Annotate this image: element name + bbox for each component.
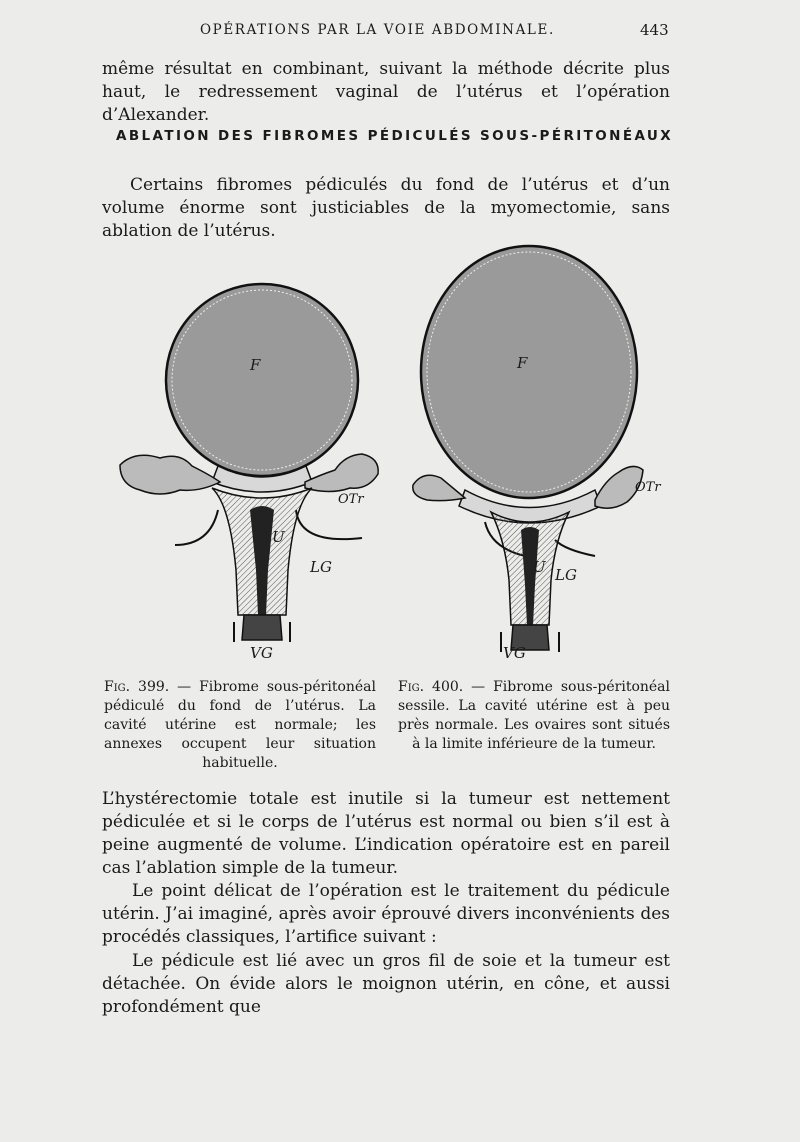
label-uterus: U xyxy=(533,558,546,576)
caption-text: — Fibrome sous-péritonéal pédiculé du fond de l’utérus. La cavité utérine est normale; les annexes occupent leur situation habituelle. xyxy=(104,679,376,771)
label-ovary-tube: OTr xyxy=(635,480,661,495)
figure-399 xyxy=(100,270,400,670)
body-paragraph-1: L’hystérectomie totale est inutile si la tumeur est nettement pédiculée et si le corps de l’utérus est normal ou bien s’il est à peine augmenté de volume. L’indication opératoire est en pareil cas l’ablation simple de la tumeur. xyxy=(102,789,670,878)
section-heading: ABLATION DES FIBROMES PÉDICULÉS SOUS-PÉRITONÉAUX xyxy=(116,128,674,144)
label-vagina: VG xyxy=(250,644,273,662)
label-fibroid: F xyxy=(250,356,261,374)
intro-paragraph: même résultat en combinant, suivant la méthode décrite plus haut, le redressement vaginal de l’utérus et l’opération d’Alexander. xyxy=(102,59,670,125)
fibroid-tumor xyxy=(421,246,637,498)
label-uterus: U xyxy=(272,528,285,546)
body-paragraph-3: Le pédicule est lié avec un gros fil de soie et la tumeur est détachée. On évide alors le moignon utérin, en cône, et aussi profondément que xyxy=(102,951,670,1017)
page-number: 443 xyxy=(640,21,669,39)
label-ovary-tube: OTr xyxy=(338,492,364,507)
caption-number: Fig. 400. xyxy=(398,679,464,695)
fibroid-tumor xyxy=(166,284,358,476)
running-title: OPÉRATIONS PAR LA VOIE ABDOMINALE. xyxy=(200,22,555,38)
section-intro-paragraph: Certains fibromes pédiculés du fond de l’utérus et d’un volume énorme sont justiciables de la myomectomie, sans ablation de l’utérus. xyxy=(102,175,670,241)
left-adnexa xyxy=(120,455,220,494)
body-paragraph-2: Le point délicat de l’opération est le traitement du pédicule utérin. J’ai imaginé, après avoir éprouvé divers inconvénients des procédés classiques, l’artifice suivant : xyxy=(102,881,670,947)
caption-figure-399 xyxy=(104,678,376,773)
label-ligament: LG xyxy=(310,558,332,576)
figure-399-drawing xyxy=(100,270,400,670)
left-adnexa xyxy=(413,475,465,500)
caption-text: — Fibrome sous-péritonéal sessile. La cavité utérine est à peu près normale. Les ovaires sont situés à la limite inférieure de la tumeur. xyxy=(398,679,670,752)
vagina xyxy=(242,615,282,640)
figure-400 xyxy=(405,240,695,670)
label-ligament: LG xyxy=(555,566,577,584)
label-fibroid: F xyxy=(517,354,528,372)
caption-number: Fig. 399. xyxy=(104,679,170,695)
figure-400-drawing xyxy=(405,240,695,670)
label-vagina: VG xyxy=(503,644,526,662)
caption-figure-400 xyxy=(398,678,670,754)
